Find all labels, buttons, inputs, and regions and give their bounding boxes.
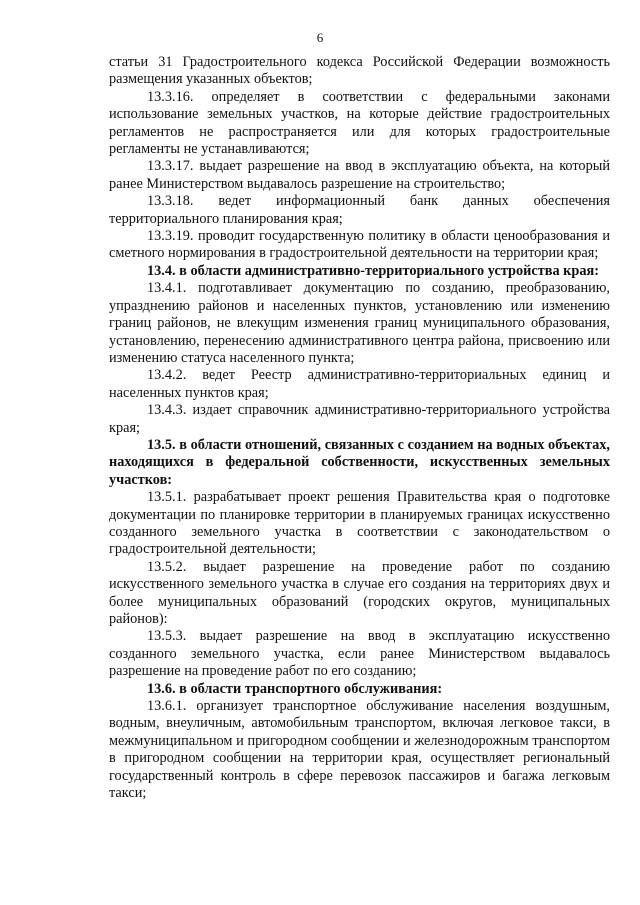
clause-13-4-1: 13.4.1. подготавливает документацию по созданию, преобразованию, упразднению районов и населенных пунктов, установлению или изменению границ районов, не влекущим изменения границ муниципального образования, установлению, перенесению административного центра района, присвоению или изменению статуса населенного пункта; bbox=[109, 280, 610, 366]
section-heading-13-4: 13.4. в области административно-территориального устройства края: bbox=[147, 262, 599, 279]
document-body bbox=[109, 54, 610, 802]
clause-13-4-2: 13.4.2. ведет Реестр административно-территориальных единиц и населенных пунктов края; bbox=[109, 367, 610, 401]
page-number: 6 bbox=[316, 30, 324, 45]
clause-13-5-2: 13.5.2. выдает разрешение на проведение работ по созданию искусственного земельного участка в случае его создания на территориях двух и более муниципальных образований (городских округов, муниципальных районов): bbox=[109, 558, 610, 627]
clause-13-3-18: 13.3.18. ведет информационный банк данных обеспечения территориального планирования края; bbox=[109, 193, 610, 227]
clause-13-3-17: 13.3.17. выдает разрешение на ввод в эксплуатацию объекта, на который ранее Министерством выдавалось разрешение на строительство; bbox=[109, 158, 610, 192]
section-heading-13-5: 13.5. в области отношений, связанных с созданием на водных объектах, находящихся в федеральной собственности, искусственных земельных участков: bbox=[109, 436, 610, 488]
clause-13-4-3: 13.4.3. издает справочник административно-территориального устройства края; bbox=[109, 402, 610, 436]
paragraph-continuation: статьи 31 Градостроительного кодекса Российской Федерации возможность размещения указанных объектов; bbox=[109, 54, 610, 88]
clause-13-5-3: 13.5.3. выдает разрешение на ввод в эксплуатацию искусственно созданного земельного участка, если ранее Министерством выдавалось разрешение на проведение работ по его созданию; bbox=[109, 628, 610, 680]
clause-13-6-1: 13.6.1. организует транспортное обслуживание населения воздушным, водным, внеуличным, автомобильным транспортом, включая легковое такси, в межмуниципальном и пригородном сообщении и железнодорожным транспортом в пригородном сообщении на территории края, осуществляет региональный государственный контроль в сфере перевозок пассажиров и багажа легковым такси; bbox=[109, 698, 610, 802]
section-heading-13-6: 13.6. в области транспортного обслуживания: bbox=[147, 680, 443, 697]
clause-13-3-19: 13.3.19. проводит государственную политику в области ценообразования и сметного нормирования в градостроительной деятельности на территории края; bbox=[109, 228, 610, 262]
clause-13-3-16: 13.3.16. определяет в соответствии с федеральными законами использование земельных участков, на которые действие градостроительных регламентов не распространяется или для которых градостроительные регламенты не устанавливаются; bbox=[109, 88, 610, 158]
clause-13-5-1: 13.5.1. разрабатывает проект решения Правительства края о подготовке документации по планировке территории в планируемых границах искусственно созданного земельного участка в соответствии с законодательством о градостроительной деятельности; bbox=[109, 489, 610, 558]
